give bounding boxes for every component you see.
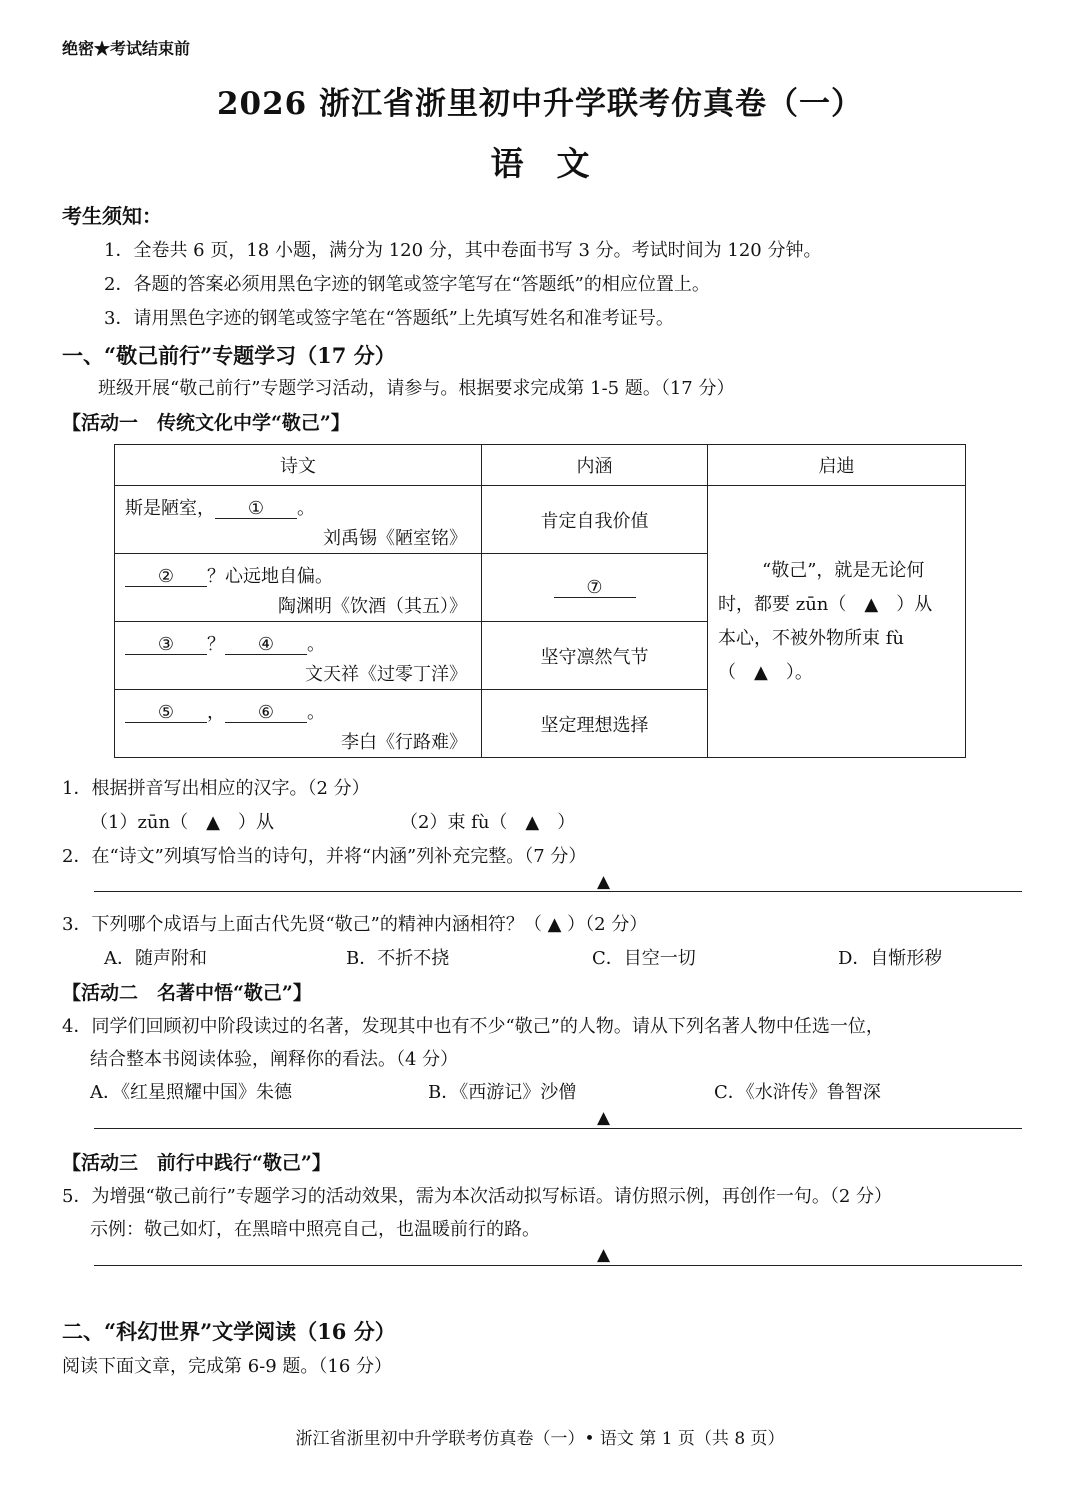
- question-4: 4．同学们回顾初中阶段读过的名著，发现其中也有不少“敬己”的人物。请从下列名著人物中任选一位，: [62, 1016, 884, 1037]
- option-b[interactable]: B．《西游记》沙僧: [428, 1082, 577, 1103]
- question-4-cont: 结合整本书阅读体验，阐释你的看法。（4 分）: [90, 1049, 459, 1070]
- table-header-enlight: 启迪: [708, 445, 966, 486]
- poetry-table: [114, 444, 966, 758]
- exam-title: 2026 浙江省浙里初中升学联考仿真卷（一）: [216, 86, 864, 122]
- answer-marker: ▲: [597, 1245, 611, 1265]
- enlight-cell: “敬己”，就是无论何 时，都要 zūn（ ▲ ）从 本心，不被外物所束 fù （ ▲ ）。: [708, 486, 966, 758]
- answer-blank[interactable]: ⑤: [125, 704, 207, 723]
- notice-item: 2．各题的答案必须用黑色字迹的钢笔或签字笔写在“答题纸”的相应位置上。: [104, 274, 710, 295]
- poem-cell: ② ？心远地自偏。 陶渊明《饮酒（其五）》: [115, 554, 482, 622]
- option-d[interactable]: D．自惭形秽: [838, 948, 943, 969]
- question-5: 5．为增强“敬己前行”专题学习的活动效果，需为本次活动拟写标语。请仿照示例，再创作一句。（2 分）: [62, 1186, 893, 1207]
- notice-heading: 考生须知：: [62, 204, 162, 228]
- option-b[interactable]: B．不折不挠: [346, 948, 450, 969]
- poem-cell: 斯是陋室， ① 。 刘禹锡《陋室铭》: [115, 486, 482, 554]
- question-1a: （1）zūn（ ▲ ）从: [90, 812, 274, 833]
- question-5-example: 示例：敬己如灯，在黑暗中照亮自己，也温暖前行的路。: [90, 1219, 540, 1240]
- answer-blank[interactable]: ⑦: [554, 579, 636, 598]
- answer-line[interactable]: [94, 891, 1022, 892]
- answer-blank[interactable]: ①: [215, 500, 297, 519]
- notice-item: 1．全卷共 6 页，18 小题，满分为 120 分，其中卷面书写 3 分。考试时间为 120 分钟。: [104, 240, 822, 261]
- section2-intro: 阅读下面文章，完成第 6-9 题。（16 分）: [62, 1356, 393, 1377]
- activity1-heading: 【活动一 传统文化中学“敬己”】: [62, 412, 350, 434]
- poem-source: 陶渊明《饮酒（其五）》: [278, 596, 467, 617]
- section2-heading: 二、“科幻世界”文学阅读（16 分）: [62, 1319, 396, 1344]
- table-header-meaning: 内涵: [482, 445, 708, 486]
- answer-blank[interactable]: ⑥: [225, 704, 307, 723]
- poem-source: 李白《行路难》: [341, 732, 467, 753]
- answer-blank[interactable]: ④: [225, 636, 307, 655]
- question-1: 1．根据拼音写出相应的汉字。（2 分）: [62, 778, 370, 799]
- question-3: 3．下列哪个成语与上面古代先贤“敬己”的精神内涵相符？（ ▲ ）（2 分）: [62, 914, 648, 935]
- poem-cell: ③ ？ ④ 。 文天祥《过零丁洋》: [115, 622, 482, 690]
- question-2: 2．在“诗文”列填写恰当的诗句，并将“内涵”列补充完整。（7 分）: [62, 846, 587, 867]
- poem-source: 刘禹锡《陋室铭》: [323, 528, 467, 549]
- option-a[interactable]: A．随声附和: [104, 948, 207, 969]
- notice-item: 3．请用黑色字迹的钢笔或签字笔在“答题纸”上先填写姓名和准考证号。: [104, 308, 674, 329]
- section1-heading: 一、“敬己前行”专题学习（17 分）: [62, 343, 396, 368]
- activity3-heading: 【活动三 前行中践行“敬己”】: [62, 1152, 331, 1174]
- page-footer: 浙江省浙里初中升学联考仿真卷（一）• 语文 第 1 页（共 8 页）: [295, 1429, 785, 1449]
- answer-marker: ▲: [597, 872, 611, 892]
- answer-line[interactable]: [94, 1265, 1022, 1266]
- activity2-heading: 【活动二 名著中悟“敬己”】: [62, 982, 312, 1004]
- table-header-poem: 诗文: [115, 445, 482, 486]
- section1-intro: 班级开展“敬己前行”专题学习活动，请参与。根据要求完成第 1-5 题。（17 分）: [98, 378, 735, 399]
- confidential-label: 绝密★考试结束前: [62, 39, 191, 58]
- poem-source: 文天祥《过零丁洋》: [305, 664, 467, 685]
- question-1b: （2）束 fù（ ▲ ）: [400, 812, 576, 833]
- option-c[interactable]: C．目空一切: [592, 948, 696, 969]
- meaning-cell: 坚守凛然气节: [482, 622, 708, 690]
- meaning-cell: 肯定自我价值: [482, 486, 708, 554]
- answer-blank[interactable]: ②: [125, 568, 207, 587]
- answer-marker: ▲: [597, 1108, 611, 1128]
- option-a[interactable]: A．《红星照耀中国》朱德: [90, 1082, 292, 1103]
- answer-line[interactable]: [94, 1128, 1022, 1129]
- poem-cell: ⑤ ， ⑥ 。 李白《行路难》: [115, 690, 482, 758]
- subject-title: 语 文: [490, 144, 590, 183]
- option-c[interactable]: C．《水浒传》鲁智深: [714, 1082, 881, 1103]
- meaning-cell: [482, 554, 708, 622]
- meaning-cell: 坚定理想选择: [482, 690, 708, 758]
- answer-blank[interactable]: ③: [125, 636, 207, 655]
